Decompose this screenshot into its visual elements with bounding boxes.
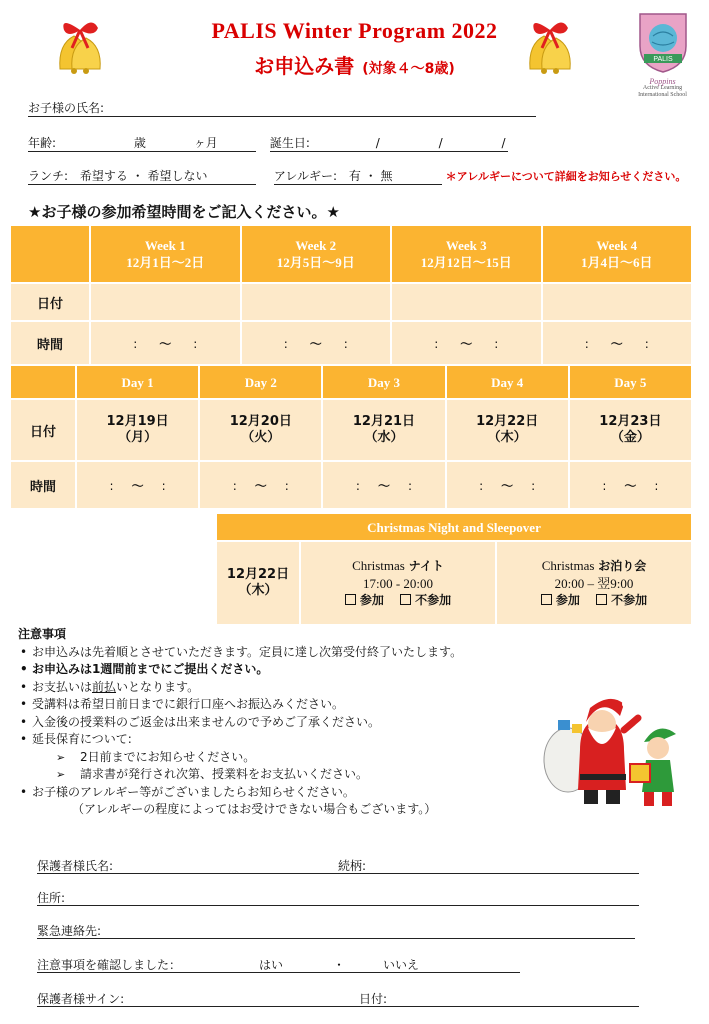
- age-label: 年齢:: [28, 136, 57, 150]
- day-time-label: 時間: [10, 461, 76, 509]
- day-date-label: 日付: [10, 399, 76, 461]
- logo-line2: International School: [638, 92, 687, 98]
- week-4-header: Week 4 1月4日〜6日: [542, 225, 693, 283]
- sleep-jp: お泊り会: [598, 559, 647, 573]
- day-3-time[interactable]: : 〜 :: [322, 461, 445, 509]
- allergy-field[interactable]: [274, 167, 442, 185]
- sleep-time: 20:00 – 翌9:00: [554, 576, 634, 591]
- day-2-header: Day 2: [199, 365, 322, 399]
- week-1-time[interactable]: : 〜 :: [90, 321, 241, 365]
- note-item-7-detail: （アレルギーの程度によってはお受けできない場合もございます。）: [72, 802, 437, 816]
- logo-line1: Active Learning: [642, 85, 683, 91]
- note-item-2: • お申込みは1週間前までにご提出ください。: [32, 661, 462, 679]
- day-5-date: 12月23日 （金）: [569, 399, 692, 461]
- form-title-jp: お申込み書: [254, 54, 355, 78]
- sleep-attend-option[interactable]: 参加: [541, 593, 580, 607]
- sleep-en: Christmas: [541, 558, 595, 573]
- lunch-options[interactable]: 希望する ・ 希望しない: [79, 169, 208, 183]
- confirm-yes-option[interactable]: はい: [259, 958, 284, 972]
- note-subitem-2: ➢ 請求書が発行され次第、授業料をお支払いください。: [32, 766, 462, 784]
- night-en: Christmas: [352, 558, 405, 573]
- guardian-name-field[interactable]: [37, 857, 639, 874]
- week-1-date[interactable]: [90, 283, 241, 321]
- night-absent-checkbox[interactable]: [400, 594, 411, 605]
- day-4-date: 12月22日 （木）: [446, 399, 569, 461]
- lunch-label: ランチ:: [28, 169, 69, 183]
- age-months-label: ヶ月: [193, 136, 218, 150]
- confirm-field: [37, 956, 520, 973]
- age-row: [28, 134, 508, 152]
- week-4-date[interactable]: [542, 283, 693, 321]
- age-note: (対象４〜8歳): [362, 61, 455, 77]
- day-2-time[interactable]: : 〜 :: [199, 461, 322, 509]
- week-3-header: Week 3 12月12日〜15日: [391, 225, 542, 283]
- day-4-time[interactable]: : 〜 :: [446, 461, 569, 509]
- logo-script: Poppins: [649, 77, 676, 86]
- sleep-absent-checkbox[interactable]: [596, 594, 607, 605]
- note-item-7: • お子様のアレルギー等がございましたらお知らせください。: [32, 784, 462, 802]
- christmas-date: 12月22日 （木）: [216, 541, 300, 625]
- day-1-time[interactable]: : 〜 :: [76, 461, 199, 509]
- birthday-slash-2: /: [438, 136, 443, 150]
- birthday-label: 誕生日:: [269, 136, 310, 150]
- guardian-sign-field[interactable]: [37, 990, 639, 1007]
- day-1-date: 12月19日 （月）: [76, 399, 199, 461]
- week-date-label: 日付: [10, 283, 90, 321]
- guardian-sign-label: 保護者様サイン:: [37, 992, 125, 1006]
- christmas-sleepover-cell: [496, 541, 692, 625]
- sleep-attend-checkbox[interactable]: [541, 594, 552, 605]
- note-item-1: • お申込みは先着順とさせていただきます。定員に達し次第受付終了いたします。: [32, 644, 462, 662]
- day-3-header: Day 3: [322, 365, 445, 399]
- christmas-table: [215, 512, 693, 626]
- week-4-time[interactable]: : 〜 :: [542, 321, 693, 365]
- school-logo: [625, 10, 700, 120]
- night-time: 17:00 - 20:00: [362, 576, 434, 591]
- form-title: [0, 50, 709, 79]
- week-2-time[interactable]: : 〜 :: [241, 321, 392, 365]
- day-table: [9, 364, 693, 510]
- relation-label: 続柄:: [338, 859, 367, 873]
- note-item-4: • 受講料は希望日前日までに銀行口座へお振込みください。: [32, 696, 462, 714]
- night-jp: ナイト: [408, 559, 444, 573]
- logo-text: PALIS: [652, 56, 673, 63]
- night-absent-option[interactable]: 不参加: [400, 593, 451, 607]
- address-field[interactable]: [37, 889, 639, 906]
- day-4-header: Day 4: [446, 365, 569, 399]
- child-name-label: お子様の氏名:: [28, 101, 105, 115]
- lunch-field[interactable]: [28, 167, 256, 185]
- section-heading: ★お子様の参加希望時間をご記入ください。★: [28, 203, 340, 221]
- guardian-name-label: 保護者様氏名:: [37, 859, 114, 873]
- confirm-label: 注意事項を確認しました：: [37, 958, 182, 972]
- confirm-no-option[interactable]: いいえ: [383, 958, 420, 972]
- notes-title: 注意事項: [18, 627, 67, 641]
- day-1-header: Day 1: [76, 365, 199, 399]
- age-field[interactable]: [28, 134, 256, 152]
- day-3-date: 12月21日 （水）: [322, 399, 445, 461]
- week-2-date[interactable]: [241, 283, 392, 321]
- elf-illustration: [628, 720, 688, 810]
- day-5-time[interactable]: : 〜 :: [569, 461, 692, 509]
- allergy-label: アレルギー:: [273, 169, 338, 183]
- week-table: [9, 224, 693, 366]
- day-corner-cell: [10, 365, 76, 399]
- address-label: 住所:: [37, 891, 66, 905]
- week-corner-cell: [10, 225, 90, 283]
- week-time-label: 時間: [10, 321, 90, 365]
- week-2-header: Week 2 12月5日〜9日: [241, 225, 392, 283]
- emergency-contact-field[interactable]: [37, 922, 635, 939]
- day-5-header: Day 5: [569, 365, 692, 399]
- sleep-absent-option[interactable]: 不参加: [596, 593, 647, 607]
- note-subitem-1: ➢ 2日前までにお知らせください。: [32, 749, 462, 767]
- day-2-date: 12月20日 （火）: [199, 399, 322, 461]
- confirm-dot: ・: [333, 958, 346, 972]
- allergy-options[interactable]: 有 ・ 無: [348, 169, 393, 183]
- lunch-allergy-row: [28, 167, 686, 185]
- allergy-note: ＊アレルギーについて詳細をお知らせください。: [445, 170, 687, 183]
- school-crest-icon: [636, 10, 690, 74]
- child-name-field[interactable]: [28, 99, 536, 117]
- night-attend-option[interactable]: 参加: [345, 593, 384, 607]
- note-item-6: • 延長保育について:: [32, 731, 462, 749]
- night-attend-checkbox[interactable]: [345, 594, 356, 605]
- birthday-slash-3: /: [501, 136, 506, 150]
- birthday-slash-1: /: [375, 136, 380, 150]
- note-item-3: • お支払いは前払いとなります。: [32, 679, 462, 697]
- sign-date-label: 日付:: [359, 992, 388, 1006]
- christmas-header: Christmas Night and Sleepover: [216, 513, 692, 541]
- christmas-night-cell: [300, 541, 496, 625]
- note-item-5: • 入金後の授業料のご返金は出来ませんので予めご了承ください。: [32, 714, 462, 732]
- birthday-field[interactable]: [270, 134, 508, 152]
- week-3-time[interactable]: : 〜 :: [391, 321, 542, 365]
- week-1-header: Week 1 12月1日〜2日: [90, 225, 241, 283]
- week-3-date[interactable]: [391, 283, 542, 321]
- age-years-label: 歳: [133, 136, 146, 150]
- program-title: PALIS Winter Program 2022: [211, 18, 498, 43]
- emergency-contact-label: 緊急連絡先:: [37, 924, 102, 938]
- notes-section: [18, 626, 462, 819]
